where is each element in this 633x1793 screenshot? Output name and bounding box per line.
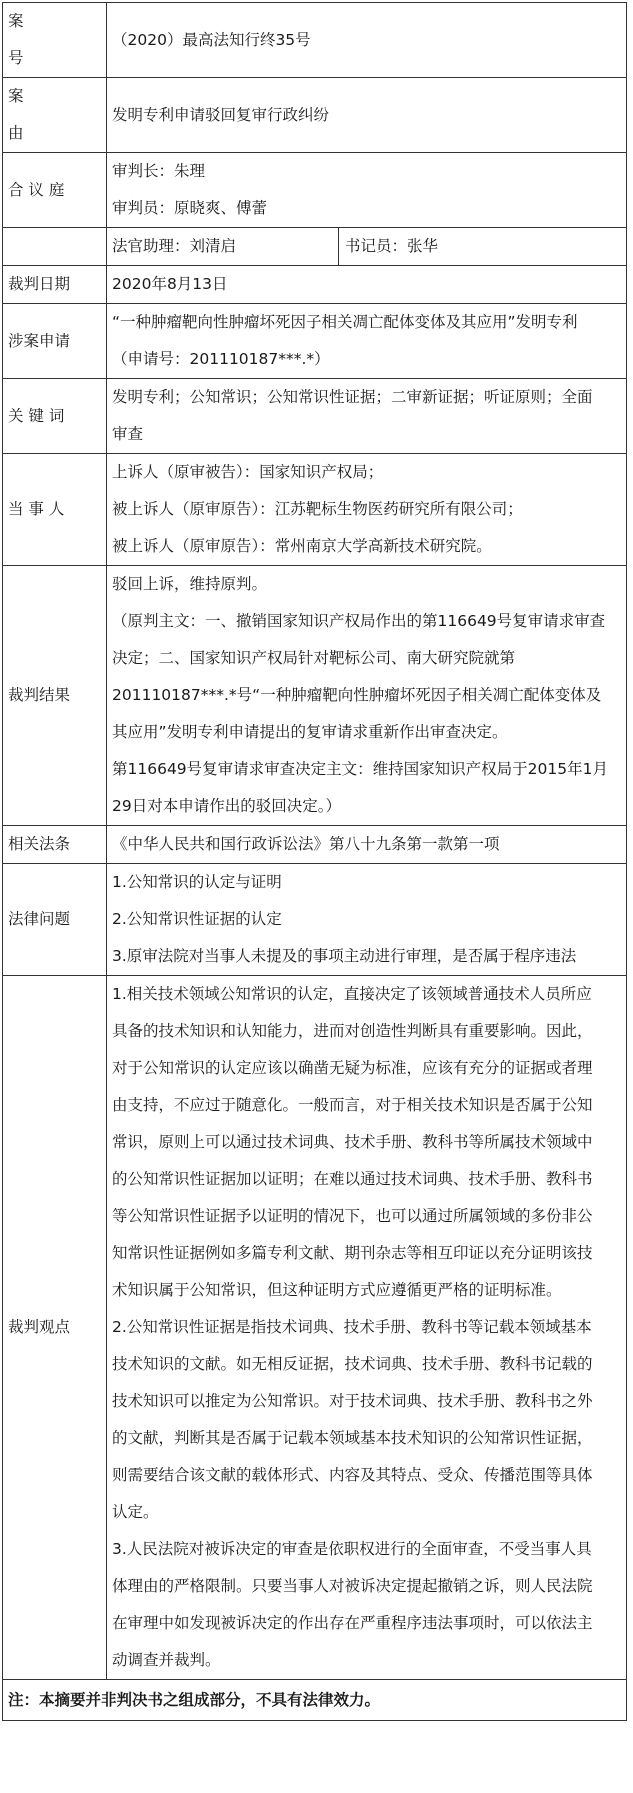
result-line: 第116649号复审请求审查决定主文：维持国家知识产权局于2015年1月 [112, 760, 608, 778]
row-note [3, 1680, 627, 1721]
label-cause: 案 由 [3, 78, 107, 153]
result-line: （原判主文：一、撤销国家知识产权局作出的第116649号复审请求审查 [112, 612, 606, 630]
label-laws: 相关法条 [3, 826, 107, 864]
issue-line: 3.原审法院对当事人未提及的事项主动进行审理，是否属于程序违法 [112, 947, 577, 965]
label-assistants-empty [3, 228, 107, 266]
keywords-line: 审查 [112, 425, 144, 443]
value-assistants [107, 228, 627, 266]
opinion-line: 技术知识可以推定为公知常识。对于技术词典、技术手册、教科书之外 [112, 1392, 593, 1410]
opinion-line: 在审理中如发现被诉决定的作出存在严重程序违法事项时，可以依法主 [112, 1614, 593, 1632]
result-line: 201110187***.*号“一种肿瘤靶向性肿瘤坏死因子相关凋亡配体变体及 [112, 686, 602, 704]
opinion-line: 对于公知常识的认定应该以确凿无疑为标准，应该有充分的证据或者理 [112, 1059, 593, 1077]
opinion-line: 术知识属于公知常识，但这种证明方式应遵循更严格的证明标准。 [112, 1281, 562, 1299]
label-court: 合 议 庭 [3, 153, 107, 228]
application-line: （申请号：201110187***.*） [112, 350, 330, 368]
row-court [3, 153, 627, 228]
label-date: 裁判日期 [3, 266, 107, 304]
case-summary-table [2, 2, 627, 1721]
value-opinion [107, 976, 627, 1680]
row-parties [3, 454, 627, 566]
disclaimer-note: 注：本摘要并非判决书之组成部分，不具有法律效力。 [3, 1680, 627, 1721]
result-line: 其应用”发明专利申请提出的复审请求重新作出审查决定。 [112, 723, 508, 741]
row-laws [3, 826, 627, 864]
row-date [3, 266, 627, 304]
row-application [3, 304, 627, 379]
clerk: 书记员：张华 [345, 237, 439, 255]
value-court [107, 153, 627, 228]
label-issues: 法律问题 [3, 864, 107, 976]
opinion-line: 3.人民法院对被诉决定的审查是依职权进行的全面审查，不受当事人具 [112, 1540, 592, 1558]
result-line: 驳回上诉，维持原判。 [112, 575, 268, 593]
case-summary-sheet [2, 2, 627, 1721]
opinion-line: 的文献，判断其是否属于记载本领域基本技术知识的公知常识性证据， [112, 1429, 593, 1447]
opinion-line: 具备的技术知识和认知能力，进而对创造性判断具有重要影响。因此， [112, 1022, 593, 1040]
opinion-line: 由支持，不应过于随意化。一般而言，对于相关技术知识是否属于公知 [112, 1096, 593, 1114]
opinion-line: 则需要结合该文献的载体形式、内容及其特点、受众、传播范围等具体 [112, 1466, 593, 1484]
opinion-line: 等公知常识性证据予以证明的情况下，也可以通过所属领域的多份非公 [112, 1207, 593, 1225]
opinion-line: 的公知常识性证据加以证明；在难以通过技术词典、技术手册、教科书 [112, 1170, 593, 1188]
judges: 审判员：原晓爽、傅蕾 [112, 199, 268, 217]
opinion-line: 动调查并裁判。 [112, 1651, 221, 1669]
chief-judge: 审判长：朱理 [112, 162, 206, 180]
keywords-line: 发明专利；公知常识；公知常识性证据；二审新证据；听证原则；全面 [112, 388, 593, 406]
opinion-line: 2.公知常识性证据是指技术词典、技术手册、教科书等记载本领域基本 [112, 1318, 592, 1336]
issue-line: 2.公知常识性证据的认定 [112, 910, 282, 928]
row-issues [3, 864, 627, 976]
opinion-line: 体理由的严格限制。只要当事人对被诉决定提起撤销之诉，则人民法院 [112, 1577, 593, 1595]
value-cause: 发明专利申请驳回复审行政纠纷 [107, 78, 627, 153]
issue-line: 1.公知常识的认定与证明 [112, 873, 282, 891]
label-parties: 当 事 人 [3, 454, 107, 566]
opinion-line: 知常识性证据例如多篇专利文献、期刊杂志等相互印证以充分证明该技 [112, 1244, 593, 1262]
party-line: 被上诉人（原审原告）：江苏靶标生物医药研究所有限公司； [112, 500, 523, 518]
row-cause [3, 78, 627, 153]
label-result: 裁判结果 [3, 566, 107, 826]
judge-assistant: 法官助理：刘清启 [107, 228, 339, 265]
row-opinion [3, 976, 627, 1680]
value-parties [107, 454, 627, 566]
value-result [107, 566, 627, 826]
opinion-line: 认定。 [112, 1503, 159, 1521]
row-keywords [3, 379, 627, 454]
label-application: 涉案申请 [3, 304, 107, 379]
value-issues [107, 864, 627, 976]
assistants-row [107, 228, 626, 265]
value-case-number: （2020）最高法知行终35号 [107, 3, 627, 78]
value-application [107, 304, 627, 379]
row-result [3, 566, 627, 826]
result-line: 29日对本申请作出的驳回决定。） [112, 797, 341, 815]
opinion-line: 1.相关技术领域公知常识的认定，直接决定了该领域普通技术人员所应 [112, 985, 592, 1003]
opinion-line: 常识，原则上可以通过技术词典、技术手册、教科书等所属技术领域中 [112, 1133, 593, 1151]
value-date: 2020年8月13日 [107, 266, 627, 304]
application-line: “一种肿瘤靶向性肿瘤坏死因子相关凋亡配体变体及其应用”发明专利 [112, 313, 578, 331]
row-assistants [3, 228, 627, 266]
value-laws: 《中华人民共和国行政诉讼法》第八十九条第一款第一项 [107, 826, 627, 864]
label-opinion: 裁判观点 [3, 976, 107, 1680]
value-keywords [107, 379, 627, 454]
row-case-number [3, 3, 627, 78]
result-line: 决定；二、国家知识产权局针对靶标公司、南大研究院就第 [112, 649, 516, 667]
party-line: 上诉人（原审被告）：国家知识产权局； [112, 463, 384, 481]
label-case-number: 案 号 [3, 3, 107, 78]
label-keywords: 关 键 词 [3, 379, 107, 454]
opinion-line: 技术知识的文献。如无相反证据，技术词典、技术手册、教科书记载的 [112, 1355, 593, 1373]
party-line: 被上诉人（原审原告）：常州南京大学高新技术研究院。 [112, 537, 492, 555]
